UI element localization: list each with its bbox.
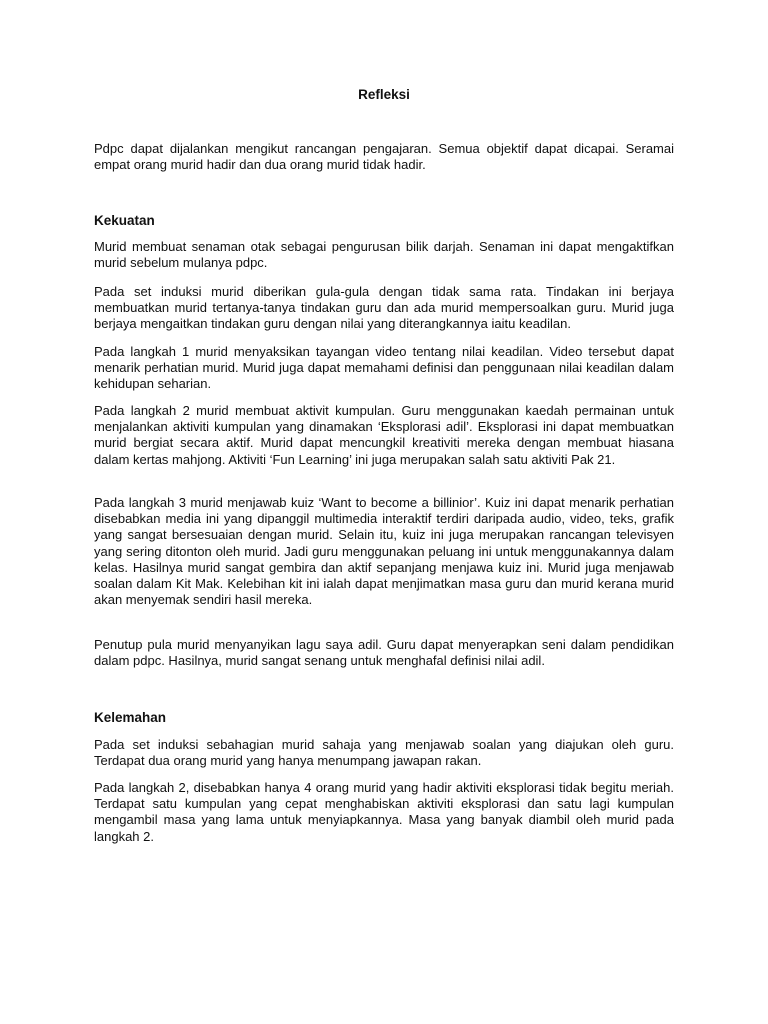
section-heading-kelemahan: Kelemahan <box>94 710 167 725</box>
kekuatan-paragraph-6: Penutup pula murid menyanyikan lagu saya adil. Guru dapat menyerapkan seni dalam pendidikan dalam pdpc. Hasilnya, murid sangat senang untuk menghafal definisi nilai adil. <box>94 637 674 669</box>
kekuatan-paragraph-1: Murid membuat senaman otak sebagai pengurusan bilik darjah. Senaman ini dapat mengaktifkan murid sebelum mulanya pdpc. <box>94 239 674 271</box>
kekuatan-paragraph-5: Pada langkah 3 murid menjawab kuiz ‘Want to become a billinior’. Kuiz ini dapat menarik perhatian disebabkan media ini yang dipanggil multimedia interaktif terdiri daripada audio, video, teks, grafik yang sangat bersesuaian dengan murid. Selain itu, kuiz ini juga merupakan rancangan televisyen yang sering ditonton oleh murid. Jadi guru menggunakan peluang ini untuk menggunakannya dalam kelas. Hasilnya murid sangat gembira dan aktif sepanjang menjawa kuiz ini. Murid juga menjawab soalan dalam Kit Mak. Kelebihan kit ini ialah dapat menjimatkan masa guru dan murid kerana murid akan menyemak sendiri hasil mereka. <box>94 495 674 608</box>
document-title: Refleksi <box>358 87 410 102</box>
section-heading-kekuatan: Kekuatan <box>94 213 155 228</box>
kekuatan-paragraph-3: Pada langkah 1 murid menyaksikan tayangan video tentang nilai keadilan. Video tersebut dapat menarik perhatian murid. Murid juga dapat memahami definisi dan penggunaan nilai keadilan dalam kehidupan seharian. <box>94 344 674 392</box>
kekuatan-paragraph-4: Pada langkah 2 murid membuat aktivit kumpulan. Guru menggunakan kaedah permainan untuk menjalankan aktiviti kumpulan yang dinamakan ‘Eksplorasi adil’. Eksplorasi ini dapat membuatkan murid bergiat secara aktif. Murid dapat mencungkil kreativiti mereka dengan membuat hiasana dalam kertas mahjong. Aktiviti ‘Fun Learning’ ini juga merupakan salah satu aktiviti Pak 21. <box>94 403 674 467</box>
kekuatan-paragraph-2: Pada set induksi murid diberikan gula-gula dengan tidak sama rata. Tindakan ini berjaya membuatkan murid tertanya-tanya tindakan guru dan ada murid mempersoalkan guru. Murid juga berjaya mengaitkan tindakan guru dengan nilai yang diterangkannya iaitu keadilan. <box>94 284 674 332</box>
intro-paragraph: Pdpc dapat dijalankan mengikut rancangan pengajaran. Semua objektif dapat dicapai. Seramai empat orang murid hadir dan dua orang murid tidak hadir. <box>94 141 674 173</box>
kelemahan-paragraph-1: Pada set induksi sebahagian murid sahaja yang menjawab soalan yang diajukan oleh guru. Terdapat dua orang murid yang hanya menumpang jawapan rakan. <box>94 737 674 769</box>
kelemahan-paragraph-2: Pada langkah 2, disebabkan hanya 4 orang murid yang hadir aktiviti eksplorasi tidak begitu meriah. Terdapat satu kumpulan yang cepat menghabiskan aktiviti eksplorasi dan satu lagi kumpulan mengambil masa yang lama untuk menyiapkannya. Masa yang banyak diambil oleh murid pada langkah 2. <box>94 780 674 844</box>
